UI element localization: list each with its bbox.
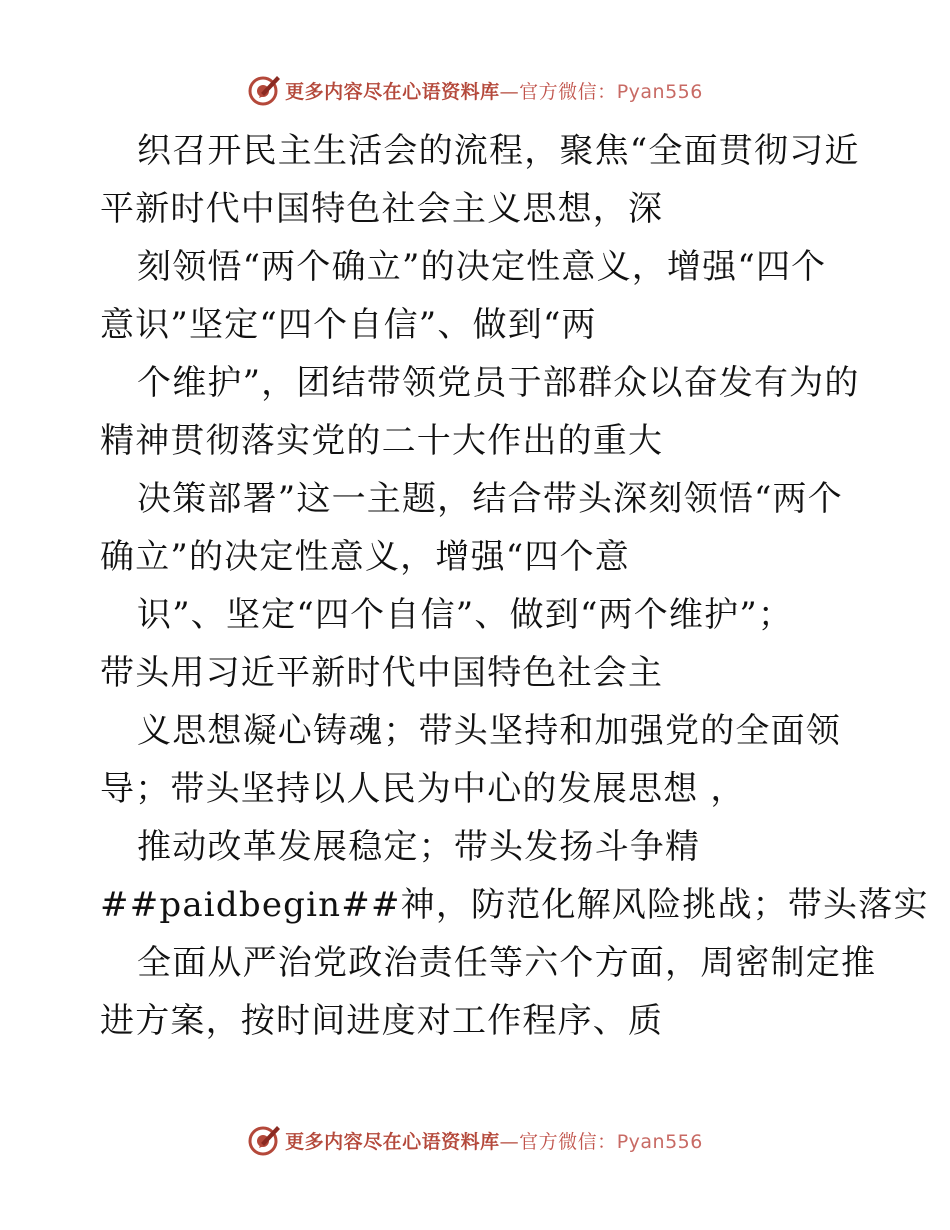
banner-contact-label: 官方微信： — [519, 1130, 617, 1153]
footer-banner — [0, 1120, 950, 1160]
banner-separator: — — [499, 1130, 520, 1153]
text-line: 平新时代中国特色社会主义思想，深 — [100, 189, 664, 229]
banner-main-text: 更多内容尽在心语资料库 — [285, 1130, 500, 1153]
text-line: 导；带头坚持以人民为中心的发展思想 ， — [100, 769, 746, 809]
text-line: 确立”的决定性意义，增强“四个意 — [100, 537, 630, 577]
text-line: 推动改革发展稳定；带头发扬斗争精 — [137, 827, 701, 867]
banner-separator: — — [499, 80, 520, 103]
text-line: 织召开民主生活会的流程，聚焦“全面贯彻习近 — [137, 131, 860, 171]
header-banner — [0, 70, 950, 110]
text-line: 决策部署”这一主题，结合带头深刻领悟“两个 — [137, 479, 843, 519]
pen-circle-logo-icon — [247, 73, 281, 107]
text-line: 全面从严治党政治责任等六个方面，周密制定推 — [137, 943, 877, 983]
text-line: 意识”坚定“四个自信”、做到“两 — [100, 305, 597, 345]
text-line: 进方案，按时间进度对工作程序、质 — [100, 1001, 664, 1041]
banner-contact-id: Pyan556 — [616, 80, 703, 103]
text-line: 精神贯彻落实党的二十大作出的重大 — [100, 421, 664, 461]
banner-main-text: 更多内容尽在心语资料库 — [285, 80, 500, 103]
banner-text — [285, 1127, 703, 1154]
text-line: ##paidbegin##神，防范化解风险挑战；带头落实 — [100, 885, 929, 925]
text-line: 带头用习近平新时代中国特色社会主 — [100, 653, 664, 693]
text-line: 识”、坚定“四个自信”、做到“两个维护”； — [137, 595, 794, 635]
pen-circle-logo-icon — [247, 1123, 281, 1157]
text-line: 义思想凝心铸魂；带头坚持和加强党的全面领 — [137, 711, 841, 751]
banner-contact-id: Pyan556 — [616, 1130, 703, 1153]
banner-text — [285, 77, 703, 104]
text-line: 个维护”，团结带领党员于部群众以奋发有为的 — [137, 363, 860, 403]
banner-contact-label: 官方微信： — [519, 80, 617, 103]
text-line: 刻领悟“两个确立”的决定性意义，增强“四个 — [137, 247, 827, 287]
